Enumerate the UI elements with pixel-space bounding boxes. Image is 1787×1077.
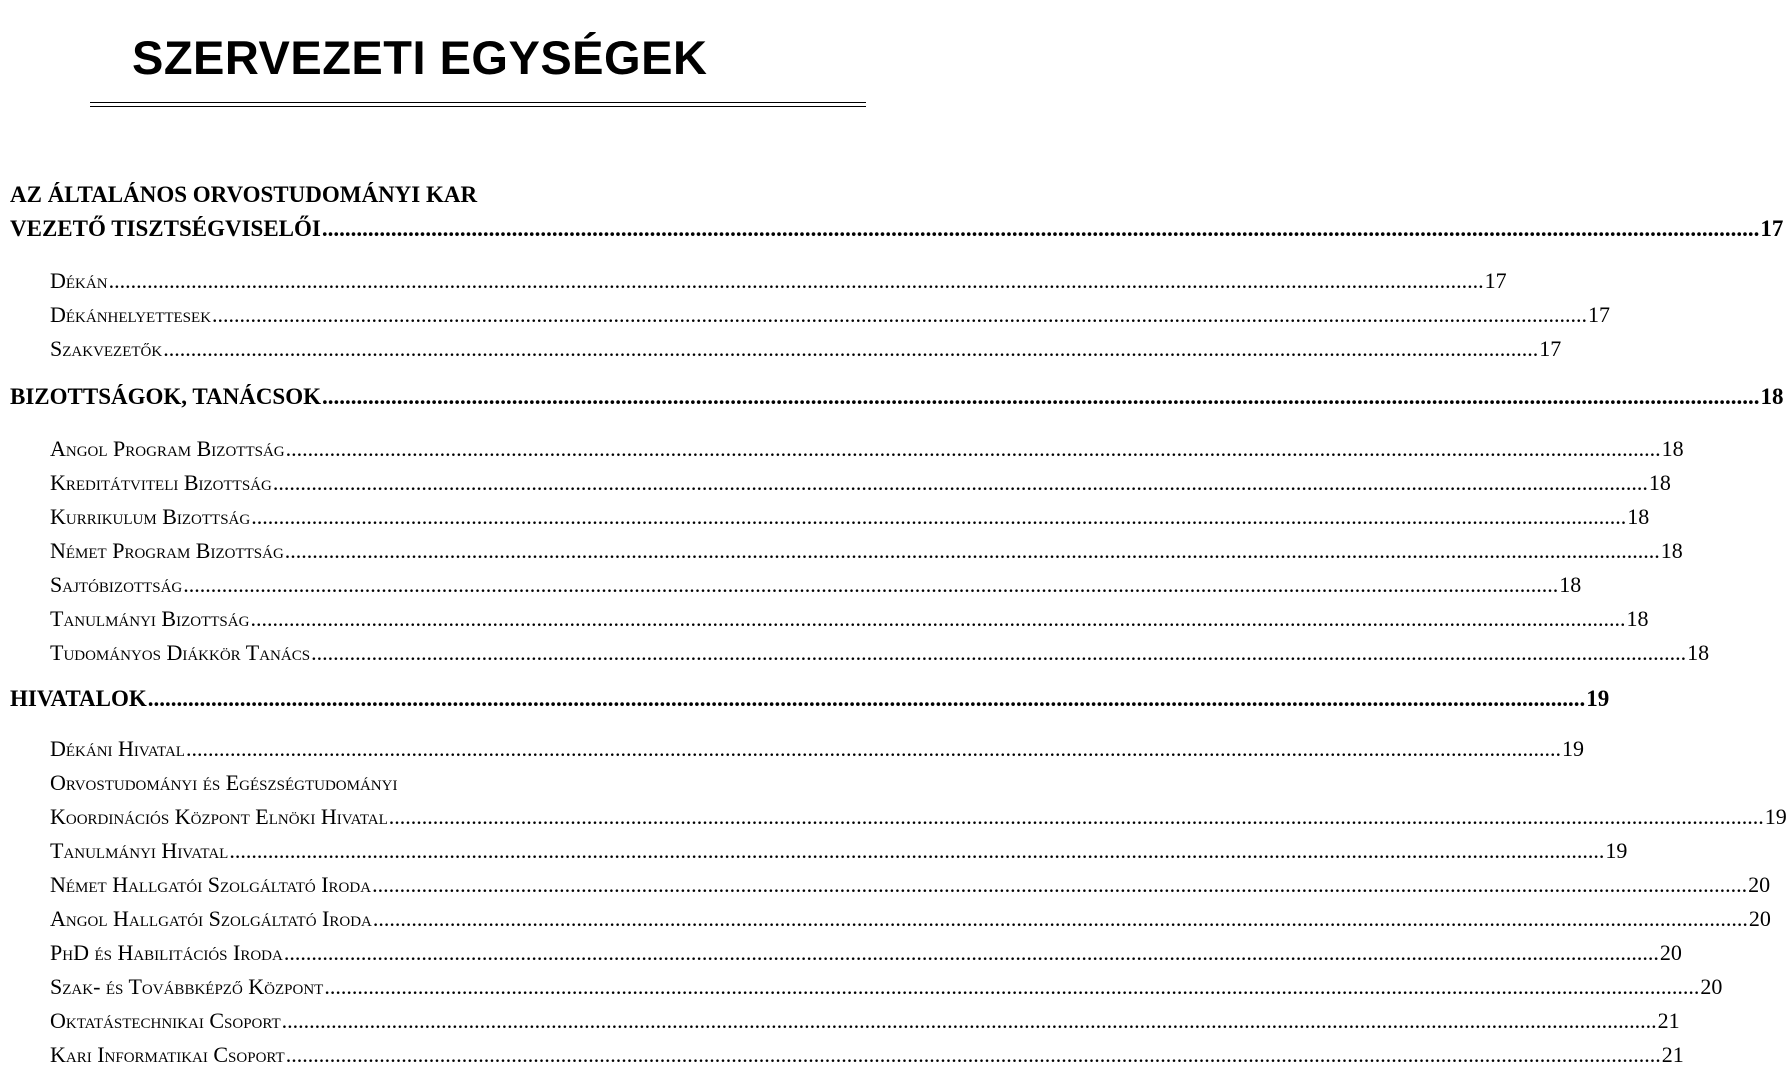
toc-subsection-entry[interactable] bbox=[50, 936, 1682, 970]
toc-subsection-entry[interactable] bbox=[50, 800, 1787, 834]
toc-page-number: 21 bbox=[1657, 1008, 1680, 1033]
toc-dot-leader: .......................................................................................................................................................................................................................................................... bbox=[272, 470, 1648, 495]
toc-page-number: 18 bbox=[1760, 384, 1784, 409]
toc-dot-leader: .......................................................................................................................................................................................................................................................... bbox=[250, 606, 1626, 631]
toc-subsection-entry[interactable] bbox=[50, 970, 1723, 1004]
toc-dot-leader: .......................................................................................................................................................................................................................................................... bbox=[229, 838, 1605, 863]
toc-entry-label: Angol Hallgatói Szolgáltató Iroda bbox=[50, 906, 372, 931]
toc-dot-leader: .......................................................................................................................................................................................................................................................... bbox=[183, 572, 1559, 597]
toc-subsection-entry[interactable] bbox=[50, 636, 1710, 670]
toc-entry-label: HIVATALOK bbox=[10, 686, 147, 711]
toc-page-number: 19 bbox=[1561, 736, 1584, 761]
toc-subsection-entry[interactable] bbox=[50, 264, 1507, 298]
toc-dot-leader: .......................................................................................................................................................................................................................................................... bbox=[163, 336, 1539, 361]
toc-heading-line: Orvostudományi és Egészségtudományi bbox=[50, 770, 398, 795]
toc-page-number: 17 bbox=[1760, 216, 1784, 241]
toc-entry-label: Tudományos Diákkör Tanács bbox=[50, 640, 311, 665]
toc-subsection-entry[interactable] bbox=[50, 500, 1650, 534]
toc-subsection-entry[interactable] bbox=[50, 902, 1771, 936]
toc-section-entry[interactable] bbox=[10, 212, 1784, 246]
toc-page-number: 20 bbox=[1748, 872, 1771, 897]
toc-subsection-entry[interactable] bbox=[50, 466, 1671, 500]
toc-entry-label: BIZOTTSÁGOK, TANÁCSOK bbox=[10, 384, 322, 409]
toc-page-number: 20 bbox=[1748, 906, 1771, 931]
toc-entry-label: Angol Program Bizottság bbox=[50, 436, 285, 461]
toc-page-number: 18 bbox=[1626, 606, 1649, 631]
toc-dot-leader: .......................................................................................................................................................................................................................................................... bbox=[372, 872, 1748, 897]
toc-subsection-entry[interactable] bbox=[50, 1038, 1684, 1072]
page-title: SZERVEZETI EGYSÉGEK bbox=[132, 31, 708, 84]
toc-dot-leader: .......................................................................................................................................................................................................................................................... bbox=[285, 1042, 1661, 1067]
toc-subsection-entry[interactable] bbox=[50, 332, 1562, 366]
toc-subsection-entry[interactable] bbox=[50, 568, 1582, 602]
toc-dot-leader: .......................................................................................................................................................................................................................................................... bbox=[147, 686, 1586, 711]
toc-subsection-entry[interactable] bbox=[50, 834, 1628, 868]
toc-dot-leader: .......................................................................................................................................................................................................................................................... bbox=[185, 736, 1561, 761]
toc-entry-label: VEZETŐ TISZTSÉGVISELŐI bbox=[10, 216, 321, 241]
toc-page-number: 19 bbox=[1764, 804, 1787, 829]
toc-subsection-entry[interactable] bbox=[50, 534, 1683, 568]
toc-dot-leader: .......................................................................................................................................................................................................................................................... bbox=[285, 436, 1661, 461]
toc-subsection-entry[interactable] bbox=[50, 298, 1611, 332]
toc-entry-label: Kreditátviteli Bizottság bbox=[50, 470, 272, 495]
toc-dot-leader: .......................................................................................................................................................................................................................................................... bbox=[372, 906, 1748, 931]
toc-entry-label: Oktatástechnikai Csoport bbox=[50, 1008, 281, 1033]
toc-page-number: 20 bbox=[1700, 974, 1723, 999]
toc-entry-label: Dékán bbox=[50, 268, 108, 293]
toc-entry-label: Tanulmányi Bizottság bbox=[50, 606, 250, 631]
toc-page-number: 18 bbox=[1559, 572, 1582, 597]
toc-entry-label: Dékánhelyettesek bbox=[50, 302, 212, 327]
toc-page-number: 18 bbox=[1648, 470, 1671, 495]
toc-page-number: 17 bbox=[1539, 336, 1562, 361]
toc-dot-leader: .......................................................................................................................................................................................................................................................... bbox=[321, 216, 1760, 241]
toc-subsection-entry[interactable] bbox=[50, 432, 1684, 466]
toc-page-number: 18 bbox=[1627, 504, 1650, 529]
toc-subsection-entry[interactable] bbox=[50, 1004, 1680, 1038]
toc-entry-label: Szakvezetők bbox=[50, 336, 163, 361]
toc-dot-leader: .......................................................................................................................................................................................................................................................... bbox=[212, 302, 1588, 327]
toc-page-number: 19 bbox=[1605, 838, 1628, 863]
toc-subsection-entry[interactable] bbox=[50, 732, 1584, 766]
toc-entry-label: Német Hallgatói Szolgáltató Iroda bbox=[50, 872, 372, 897]
toc-page-number: 20 bbox=[1659, 940, 1682, 965]
toc-dot-leader: .......................................................................................................................................................................................................................................................... bbox=[281, 1008, 1657, 1033]
toc-page-number: 18 bbox=[1687, 640, 1710, 665]
toc-dot-leader: .......................................................................................................................................................................................................................................................... bbox=[283, 940, 1659, 965]
toc-page-number: 17 bbox=[1588, 302, 1611, 327]
toc-dot-leader: .......................................................................................................................................................................................................................................................... bbox=[284, 538, 1660, 563]
toc-entry-label: Sajtóbizottság bbox=[50, 572, 183, 597]
toc-entry-label: Dékáni Hivatal bbox=[50, 736, 185, 761]
toc-page-number: 19 bbox=[1586, 686, 1610, 711]
toc-page-number: 17 bbox=[1484, 268, 1507, 293]
toc-dot-leader: .......................................................................................................................................................................................................................................................... bbox=[311, 640, 1687, 665]
toc-dot-leader: .......................................................................................................................................................................................................................................................... bbox=[108, 268, 1484, 293]
toc-section-entry[interactable] bbox=[10, 682, 1610, 716]
toc-entry-label: Kari Informatikai Csoport bbox=[50, 1042, 285, 1067]
toc-dot-leader: .......................................................................................................................................................................................................................................................... bbox=[251, 504, 1627, 529]
toc-page-number: 18 bbox=[1661, 436, 1684, 461]
toc-page-number: 21 bbox=[1661, 1042, 1684, 1067]
toc-dot-leader: .......................................................................................................................................................................................................................................................... bbox=[322, 384, 1760, 409]
toc-dot-leader: .......................................................................................................................................................................................................................................................... bbox=[388, 804, 1764, 829]
toc-subsection-entry[interactable] bbox=[50, 602, 1649, 636]
toc-entry-label: Kurrikulum Bizottság bbox=[50, 504, 251, 529]
toc-entry-label: Koordinációs Központ Elnöki Hivatal bbox=[50, 804, 388, 829]
toc-entry-label: Tanulmányi Hivatal bbox=[50, 838, 229, 863]
toc-section-entry[interactable] bbox=[10, 380, 1784, 414]
toc-subsection-entry[interactable] bbox=[50, 868, 1771, 902]
toc-entry-label: Német Program Bizottság bbox=[50, 538, 284, 563]
toc-page-number: 18 bbox=[1660, 538, 1683, 563]
toc-dot-leader: .......................................................................................................................................................................................................................................................... bbox=[324, 974, 1700, 999]
toc-entry-label: Szak- és Továbbképző Központ bbox=[50, 974, 324, 999]
toc-heading-line: AZ ÁLTALÁNOS ORVOSTUDOMÁNYI KAR bbox=[10, 182, 478, 207]
toc-entry-label: PhD és Habilitációs Iroda bbox=[50, 940, 283, 965]
